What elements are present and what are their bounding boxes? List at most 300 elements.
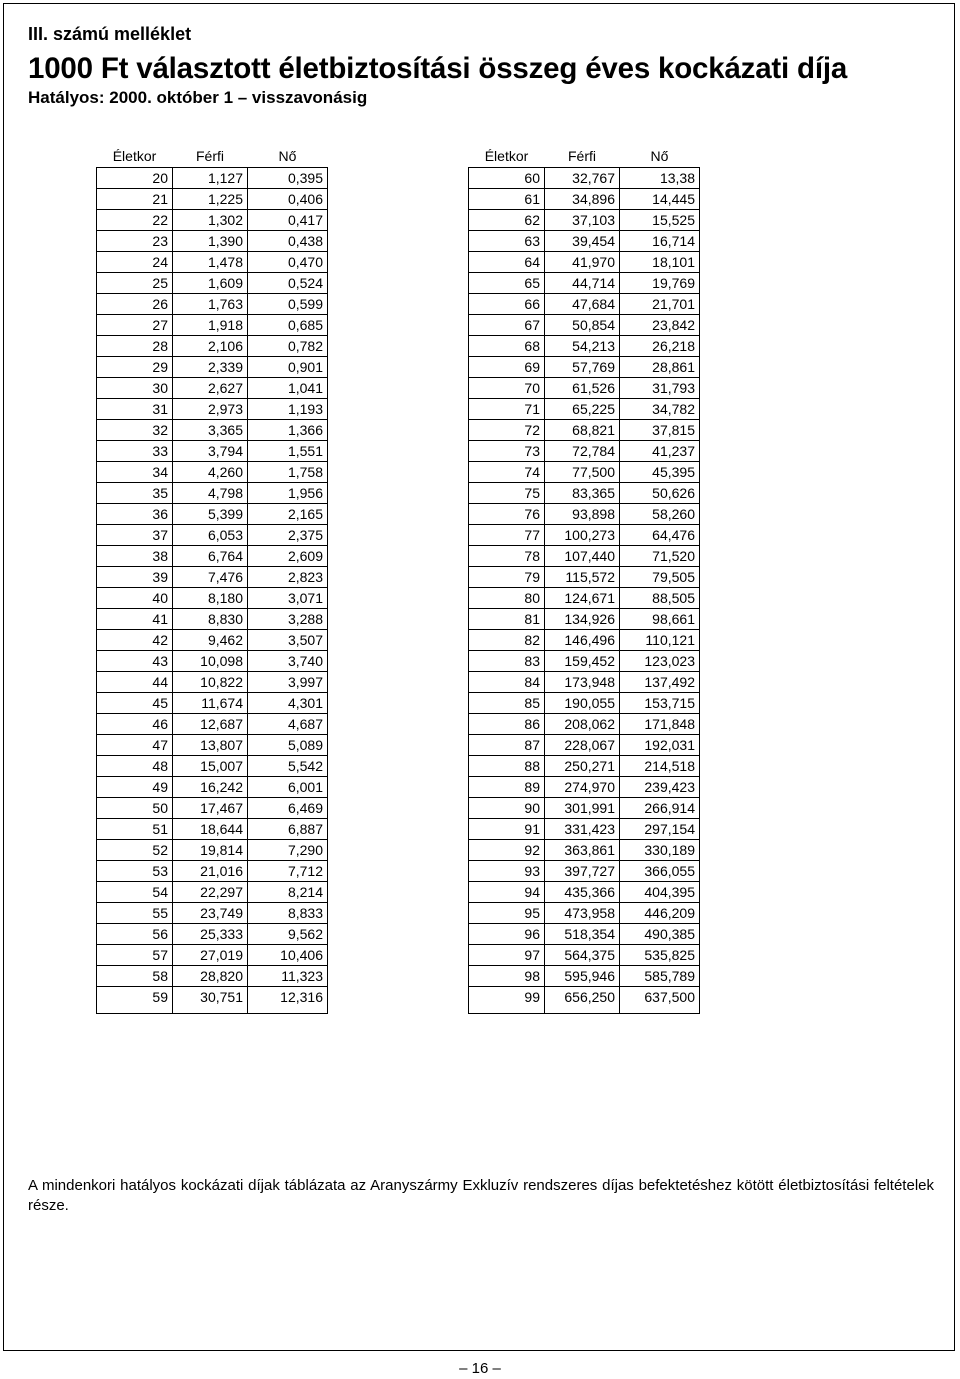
- cell-female-rate: 8,214: [248, 881, 328, 902]
- table-row: [469, 923, 700, 944]
- cell-female-rate: 18,101: [620, 251, 700, 272]
- cell-male-rate: 19,814: [173, 839, 248, 860]
- cell-age: 88: [469, 755, 545, 776]
- cell-age: 90: [469, 797, 545, 818]
- table-row: [97, 587, 328, 608]
- table-row: [97, 503, 328, 524]
- cell-male-rate: 1,763: [173, 293, 248, 314]
- table-row: [469, 650, 700, 671]
- cell-age: 52: [97, 839, 173, 860]
- cell-male-rate: 7,476: [173, 566, 248, 587]
- cell-age: 80: [469, 587, 545, 608]
- cell-age: 58: [97, 965, 173, 986]
- table-row: [97, 671, 328, 692]
- cell-age: 61: [469, 188, 545, 209]
- table-row: [97, 923, 328, 944]
- cell-age: 43: [97, 650, 173, 671]
- table-row: [97, 965, 328, 986]
- cell-female-rate: 0,782: [248, 335, 328, 356]
- cell-female-rate: 2,823: [248, 566, 328, 587]
- cell-female-rate: 6,001: [248, 776, 328, 797]
- table-row: [97, 881, 328, 902]
- cell-female-rate: 4,687: [248, 713, 328, 734]
- cell-age: 20: [97, 167, 173, 188]
- cell-male-rate: 2,627: [173, 377, 248, 398]
- cell-male-rate: 1,390: [173, 230, 248, 251]
- table-row: [469, 356, 700, 377]
- cell-male-rate: 1,127: [173, 167, 248, 188]
- cell-age: 74: [469, 461, 545, 482]
- cell-male-rate: 10,098: [173, 650, 248, 671]
- cell-male-rate: 22,297: [173, 881, 248, 902]
- cell-male-rate: 17,467: [173, 797, 248, 818]
- cell-male-rate: 11,674: [173, 692, 248, 713]
- cell-male-rate: 435,366: [545, 881, 620, 902]
- cell-female-rate: 11,323: [248, 965, 328, 986]
- cell-male-rate: 1,302: [173, 209, 248, 230]
- table-row: [97, 251, 328, 272]
- table-row: [97, 419, 328, 440]
- cell-female-rate: 28,861: [620, 356, 700, 377]
- cell-male-rate: 107,440: [545, 545, 620, 566]
- cell-male-rate: 18,644: [173, 818, 248, 839]
- table-row: [97, 944, 328, 965]
- header-male: Férfi: [173, 145, 248, 167]
- cell-female-rate: 16,714: [620, 230, 700, 251]
- table-row: [97, 818, 328, 839]
- cell-age: 40: [97, 587, 173, 608]
- table-row: [469, 902, 700, 923]
- table-row: [97, 524, 328, 545]
- cell-male-rate: 61,526: [545, 377, 620, 398]
- cell-age: 73: [469, 440, 545, 461]
- table-row: [469, 797, 700, 818]
- cell-male-rate: 25,333: [173, 923, 248, 944]
- cell-male-rate: 3,365: [173, 419, 248, 440]
- cell-age: 30: [97, 377, 173, 398]
- cell-male-rate: 50,854: [545, 314, 620, 335]
- cell-female-rate: 192,031: [620, 734, 700, 755]
- cell-male-rate: 1,478: [173, 251, 248, 272]
- page-number: – 16 –: [459, 1360, 501, 1377]
- cell-age: 76: [469, 503, 545, 524]
- cell-male-rate: 134,926: [545, 608, 620, 629]
- table-row: [469, 839, 700, 860]
- cell-female-rate: 0,470: [248, 251, 328, 272]
- cell-male-rate: 16,242: [173, 776, 248, 797]
- cell-age: 71: [469, 398, 545, 419]
- cell-age: 23: [97, 230, 173, 251]
- cell-female-rate: 0,406: [248, 188, 328, 209]
- cell-female-rate: 404,395: [620, 881, 700, 902]
- table-row: [469, 335, 700, 356]
- table-row: [469, 608, 700, 629]
- cell-female-rate: 3,507: [248, 629, 328, 650]
- cell-female-rate: 1,366: [248, 419, 328, 440]
- table-row: [469, 482, 700, 503]
- cell-age: 27: [97, 314, 173, 335]
- table-row: [469, 419, 700, 440]
- header-age: Életkor: [97, 145, 173, 167]
- cell-male-rate: 39,454: [545, 230, 620, 251]
- table-row: [469, 776, 700, 797]
- cell-male-rate: 41,970: [545, 251, 620, 272]
- table-row: [469, 965, 700, 986]
- cell-male-rate: 100,273: [545, 524, 620, 545]
- cell-male-rate: 23,749: [173, 902, 248, 923]
- cell-male-rate: 8,180: [173, 587, 248, 608]
- table-row: [469, 398, 700, 419]
- cell-female-rate: 26,218: [620, 335, 700, 356]
- table-row: [469, 209, 700, 230]
- cell-age: 70: [469, 377, 545, 398]
- cell-age: 95: [469, 902, 545, 923]
- cell-female-rate: 15,525: [620, 209, 700, 230]
- table-row: [97, 398, 328, 419]
- cell-male-rate: 3,794: [173, 440, 248, 461]
- cell-male-rate: 518,354: [545, 923, 620, 944]
- cell-male-rate: 77,500: [545, 461, 620, 482]
- table-row: [97, 776, 328, 797]
- table-row: [97, 188, 328, 209]
- table-row: [469, 713, 700, 734]
- cell-age: 81: [469, 608, 545, 629]
- cell-female-rate: 23,842: [620, 314, 700, 335]
- cell-female-rate: 535,825: [620, 944, 700, 965]
- cell-age: 83: [469, 650, 545, 671]
- table-row: [97, 860, 328, 881]
- cell-female-rate: 34,782: [620, 398, 700, 419]
- cell-female-rate: 137,492: [620, 671, 700, 692]
- cell-female-rate: 14,445: [620, 188, 700, 209]
- cell-female-rate: 1,041: [248, 377, 328, 398]
- cell-male-rate: 13,807: [173, 734, 248, 755]
- cell-male-rate: 124,671: [545, 587, 620, 608]
- table-row: [97, 482, 328, 503]
- cell-female-rate: 88,505: [620, 587, 700, 608]
- cell-female-rate: 123,023: [620, 650, 700, 671]
- cell-age: 33: [97, 440, 173, 461]
- cell-male-rate: 208,062: [545, 713, 620, 734]
- cell-age: 57: [97, 944, 173, 965]
- effective-date: Hatályos: 2000. október 1 – visszavonásig: [28, 88, 368, 107]
- cell-female-rate: 0,901: [248, 356, 328, 377]
- table-row: [97, 713, 328, 734]
- cell-age: 84: [469, 671, 545, 692]
- cell-male-rate: 250,271: [545, 755, 620, 776]
- cell-male-rate: 301,991: [545, 797, 620, 818]
- cell-male-rate: 68,821: [545, 419, 620, 440]
- cell-age: 39: [97, 566, 173, 587]
- cell-age: 97: [469, 944, 545, 965]
- cell-female-rate: 12,316: [248, 986, 328, 1013]
- cell-female-rate: 64,476: [620, 524, 700, 545]
- cell-age: 59: [97, 986, 173, 1013]
- cell-age: 41: [97, 608, 173, 629]
- table-row: [469, 251, 700, 272]
- table-row: [97, 356, 328, 377]
- cell-male-rate: 5,399: [173, 503, 248, 524]
- cell-male-rate: 27,019: [173, 944, 248, 965]
- table-row: [469, 167, 700, 188]
- table-row: [97, 566, 328, 587]
- cell-male-rate: 9,462: [173, 629, 248, 650]
- table-row: [97, 902, 328, 923]
- cell-female-rate: 0,599: [248, 293, 328, 314]
- table-row: [469, 671, 700, 692]
- table-row: [97, 272, 328, 293]
- cell-female-rate: 3,288: [248, 608, 328, 629]
- table-row: [469, 503, 700, 524]
- cell-age: 51: [97, 818, 173, 839]
- table-row: [97, 755, 328, 776]
- page-title: 1000 Ft választott életbiztosítási összeg éves kockázati díja: [28, 52, 848, 85]
- table-row: [97, 692, 328, 713]
- table-row: [469, 230, 700, 251]
- footnote: A mindenkori hatályos kockázati díjak táblázata az Aranyszármy Exkluzív rendszeres díjas befektetéshez kötött életbiztosítási feltételek része.: [28, 1177, 934, 1214]
- cell-male-rate: 595,946: [545, 965, 620, 986]
- cell-age: 34: [97, 461, 173, 482]
- cell-female-rate: 6,469: [248, 797, 328, 818]
- cell-female-rate: 98,661: [620, 608, 700, 629]
- cell-age: 96: [469, 923, 545, 944]
- cell-male-rate: 397,727: [545, 860, 620, 881]
- cell-female-rate: 0,395: [248, 167, 328, 188]
- cell-age: 44: [97, 671, 173, 692]
- cell-female-rate: 239,423: [620, 776, 700, 797]
- cell-age: 64: [469, 251, 545, 272]
- cell-female-rate: 1,758: [248, 461, 328, 482]
- cell-age: 48: [97, 755, 173, 776]
- cell-male-rate: 57,769: [545, 356, 620, 377]
- cell-female-rate: 5,089: [248, 734, 328, 755]
- table-row: [97, 167, 328, 188]
- table-header-row: [97, 145, 328, 167]
- cell-female-rate: 19,769: [620, 272, 700, 293]
- cell-female-rate: 45,395: [620, 461, 700, 482]
- cell-age: 55: [97, 902, 173, 923]
- header-female: Nő: [248, 145, 328, 167]
- cell-male-rate: 34,896: [545, 188, 620, 209]
- table-row: [97, 545, 328, 566]
- cell-male-rate: 2,973: [173, 398, 248, 419]
- cell-female-rate: 79,505: [620, 566, 700, 587]
- table-row: [97, 440, 328, 461]
- cell-male-rate: 21,016: [173, 860, 248, 881]
- cell-female-rate: 31,793: [620, 377, 700, 398]
- table-row: [97, 335, 328, 356]
- table-row: [469, 377, 700, 398]
- cell-male-rate: 72,784: [545, 440, 620, 461]
- cell-female-rate: 0,685: [248, 314, 328, 335]
- table-row: [469, 314, 700, 335]
- cell-female-rate: 0,417: [248, 209, 328, 230]
- cell-female-rate: 7,290: [248, 839, 328, 860]
- cell-age: 87: [469, 734, 545, 755]
- cell-age: 35: [97, 482, 173, 503]
- table-row: [469, 545, 700, 566]
- cell-age: 66: [469, 293, 545, 314]
- cell-female-rate: 8,833: [248, 902, 328, 923]
- cell-age: 69: [469, 356, 545, 377]
- header-age: Életkor: [469, 145, 545, 167]
- cell-age: 67: [469, 314, 545, 335]
- table-row: [469, 692, 700, 713]
- cell-age: 79: [469, 566, 545, 587]
- cell-female-rate: 297,154: [620, 818, 700, 839]
- cell-age: 50: [97, 797, 173, 818]
- cell-age: 94: [469, 881, 545, 902]
- cell-age: 49: [97, 776, 173, 797]
- cell-female-rate: 585,789: [620, 965, 700, 986]
- cell-male-rate: 4,798: [173, 482, 248, 503]
- cell-female-rate: 2,165: [248, 503, 328, 524]
- cell-male-rate: 8,830: [173, 608, 248, 629]
- table-row: [469, 188, 700, 209]
- cell-male-rate: 44,714: [545, 272, 620, 293]
- cell-age: 25: [97, 272, 173, 293]
- table-row: [97, 608, 328, 629]
- cell-age: 82: [469, 629, 545, 650]
- cell-male-rate: 4,260: [173, 461, 248, 482]
- table-row: [469, 986, 700, 1013]
- cell-age: 31: [97, 398, 173, 419]
- cell-female-rate: 637,500: [620, 986, 700, 1013]
- table-row: [97, 986, 328, 1013]
- cell-age: 75: [469, 482, 545, 503]
- cell-male-rate: 1,918: [173, 314, 248, 335]
- cell-male-rate: 10,822: [173, 671, 248, 692]
- cell-female-rate: 10,406: [248, 944, 328, 965]
- table-header-row: [469, 145, 700, 167]
- table-row: [469, 860, 700, 881]
- cell-female-rate: 0,524: [248, 272, 328, 293]
- cell-female-rate: 9,562: [248, 923, 328, 944]
- table-row: [97, 734, 328, 755]
- table-row: [469, 272, 700, 293]
- cell-male-rate: 228,067: [545, 734, 620, 755]
- table-row: [97, 629, 328, 650]
- cell-female-rate: 330,189: [620, 839, 700, 860]
- cell-male-rate: 15,007: [173, 755, 248, 776]
- cell-female-rate: 41,237: [620, 440, 700, 461]
- table-row: [469, 440, 700, 461]
- cell-age: 92: [469, 839, 545, 860]
- cell-female-rate: 490,385: [620, 923, 700, 944]
- table-row: [97, 839, 328, 860]
- cell-age: 68: [469, 335, 545, 356]
- cell-age: 56: [97, 923, 173, 944]
- cell-male-rate: 564,375: [545, 944, 620, 965]
- cell-female-rate: 110,121: [620, 629, 700, 650]
- table-row: [469, 944, 700, 965]
- table-row: [97, 293, 328, 314]
- cell-male-rate: 1,609: [173, 272, 248, 293]
- cell-female-rate: 4,301: [248, 692, 328, 713]
- cell-age: 24: [97, 251, 173, 272]
- cell-male-rate: 2,339: [173, 356, 248, 377]
- cell-male-rate: 473,958: [545, 902, 620, 923]
- cell-female-rate: 153,715: [620, 692, 700, 713]
- table-row: [469, 881, 700, 902]
- cell-female-rate: 37,815: [620, 419, 700, 440]
- cell-male-rate: 28,820: [173, 965, 248, 986]
- table-row: [469, 461, 700, 482]
- cell-female-rate: 2,375: [248, 524, 328, 545]
- cell-male-rate: 190,055: [545, 692, 620, 713]
- cell-age: 42: [97, 629, 173, 650]
- cell-female-rate: 214,518: [620, 755, 700, 776]
- table-row: [97, 461, 328, 482]
- cell-female-rate: 13,38: [620, 167, 700, 188]
- table-row: [97, 377, 328, 398]
- cell-age: 86: [469, 713, 545, 734]
- cell-male-rate: 274,970: [545, 776, 620, 797]
- cell-male-rate: 173,948: [545, 671, 620, 692]
- cell-age: 78: [469, 545, 545, 566]
- cell-age: 38: [97, 545, 173, 566]
- cell-male-rate: 54,213: [545, 335, 620, 356]
- cell-age: 36: [97, 503, 173, 524]
- cell-age: 37: [97, 524, 173, 545]
- cell-male-rate: 83,365: [545, 482, 620, 503]
- cell-female-rate: 5,542: [248, 755, 328, 776]
- cell-age: 60: [469, 167, 545, 188]
- table-row: [469, 566, 700, 587]
- header-female: Nő: [620, 145, 700, 167]
- cell-female-rate: 58,260: [620, 503, 700, 524]
- cell-male-rate: 32,767: [545, 167, 620, 188]
- cell-female-rate: 1,551: [248, 440, 328, 461]
- cell-age: 98: [469, 965, 545, 986]
- cell-female-rate: 3,071: [248, 587, 328, 608]
- cell-age: 28: [97, 335, 173, 356]
- cell-male-rate: 656,250: [545, 986, 620, 1013]
- cell-age: 63: [469, 230, 545, 251]
- cell-male-rate: 1,225: [173, 188, 248, 209]
- cell-age: 21: [97, 188, 173, 209]
- cell-female-rate: 50,626: [620, 482, 700, 503]
- cell-male-rate: 331,423: [545, 818, 620, 839]
- cell-male-rate: 30,751: [173, 986, 248, 1013]
- cell-male-rate: 6,053: [173, 524, 248, 545]
- cell-age: 77: [469, 524, 545, 545]
- header-male: Férfi: [545, 145, 620, 167]
- cell-age: 32: [97, 419, 173, 440]
- cell-male-rate: 93,898: [545, 503, 620, 524]
- table-row: [469, 587, 700, 608]
- table-row: [469, 755, 700, 776]
- cell-male-rate: 65,225: [545, 398, 620, 419]
- cell-female-rate: 1,193: [248, 398, 328, 419]
- cell-age: 47: [97, 734, 173, 755]
- cell-age: 22: [97, 209, 173, 230]
- table-row: [97, 797, 328, 818]
- cell-male-rate: 47,684: [545, 293, 620, 314]
- cell-age: 72: [469, 419, 545, 440]
- cell-female-rate: 1,956: [248, 482, 328, 503]
- cell-male-rate: 159,452: [545, 650, 620, 671]
- rate-table-right: [468, 145, 700, 1014]
- table-row: [97, 230, 328, 251]
- cell-female-rate: 7,712: [248, 860, 328, 881]
- cell-age: 91: [469, 818, 545, 839]
- cell-male-rate: 6,764: [173, 545, 248, 566]
- cell-age: 29: [97, 356, 173, 377]
- cell-age: 85: [469, 692, 545, 713]
- cell-female-rate: 3,740: [248, 650, 328, 671]
- cell-female-rate: 266,914: [620, 797, 700, 818]
